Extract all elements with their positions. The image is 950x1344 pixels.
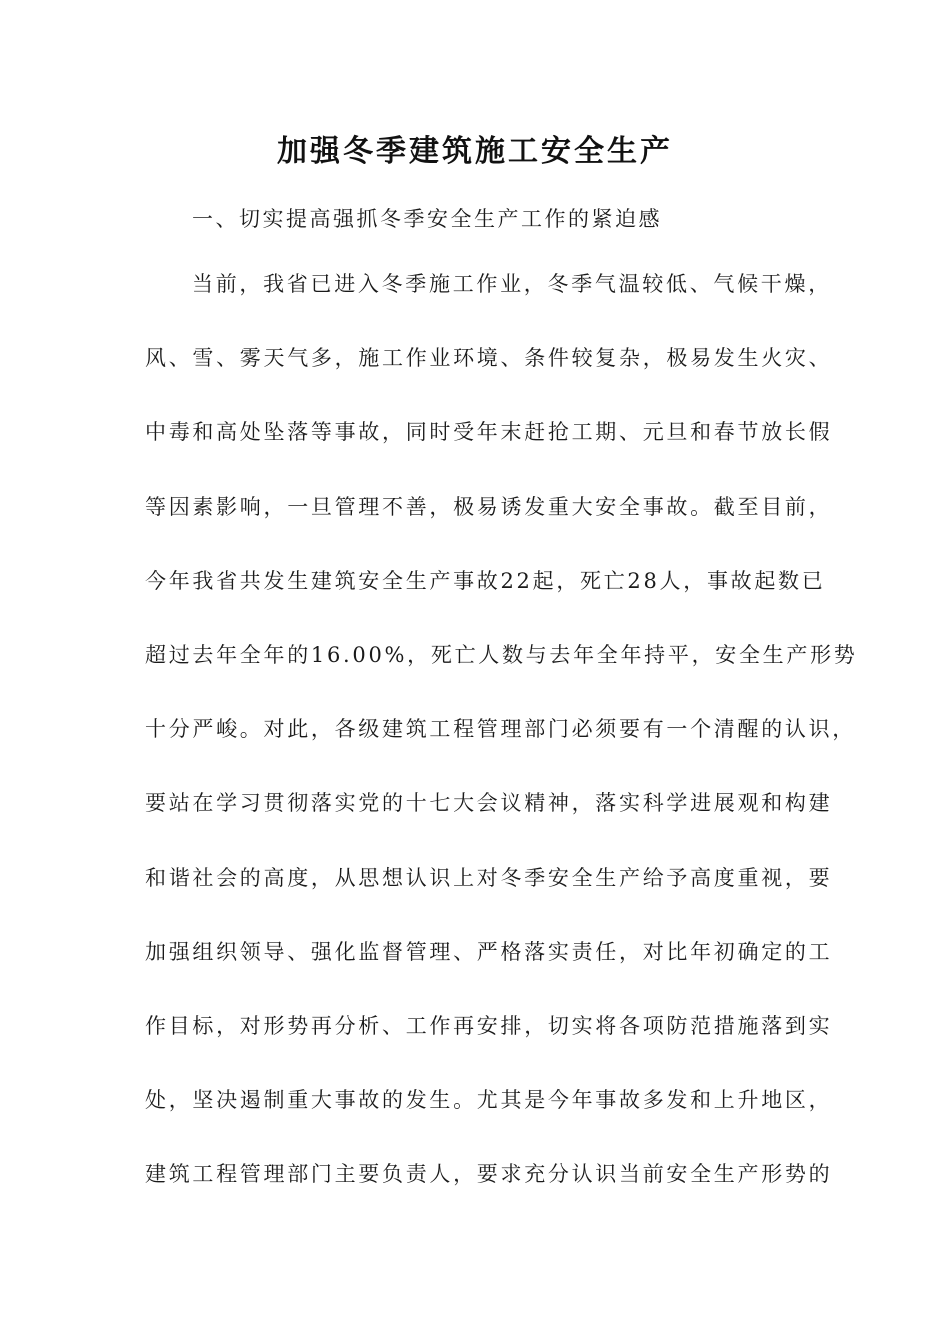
paragraph-line: 处，坚决遏制重大事故的发生。尤其是今年事故多发和上升地区， [145,1088,833,1113]
paragraph-line: 中毒和高处坠落等事故，同时受年末赶抢工期、元旦和春节放长假 [145,420,833,445]
paragraph-line: 要站在学习贯彻落实党的十七大会议精神，落实科学进展观和构建 [145,791,833,816]
paragraph-line: 等因素影响，一旦管理不善，极易诱发重大安全事故。截至目前， [145,494,833,519]
section-heading: 一、切实提高强抓冬季安全生产工作的紧迫感 [192,207,662,231]
document-title: 加强冬季建筑施工安全生产 [277,134,673,169]
paragraph-line: 和谐社会的高度，从思想认识上对冬季安全生产给予高度重视，要 [145,865,833,890]
paragraph-line: 今年我省共发生建筑安全生产事故22起，死亡28人，事故起数已 [145,568,826,593]
paragraph-line: 作目标，对形势再分析、工作再安排，切实将各项防范措施落到实 [145,1013,833,1038]
paragraph-line: 建筑工程管理部门主要负责人，要求充分认识当前安全生产形势的 [145,1162,833,1187]
paragraph-line: 超过去年全年的16.00%，死亡人数与去年全年持平，安全生产形势 [145,642,858,667]
paragraph-line: 风、雪、雾天气多，施工作业环境、条件较复杂，极易发生火灾、 [145,346,833,371]
body-paragraph [145,262,858,1226]
paragraph-line: 当前，我省已进入冬季施工作业，冬季气温较低、气候干燥， [192,272,832,296]
paragraph-line: 加强组织领导、强化监督管理、严格落实责任，对比年初确定的工 [145,939,833,964]
paragraph-line: 十分严峻。对此，各级建筑工程管理部门必须要有一个清醒的认识， [145,717,856,742]
